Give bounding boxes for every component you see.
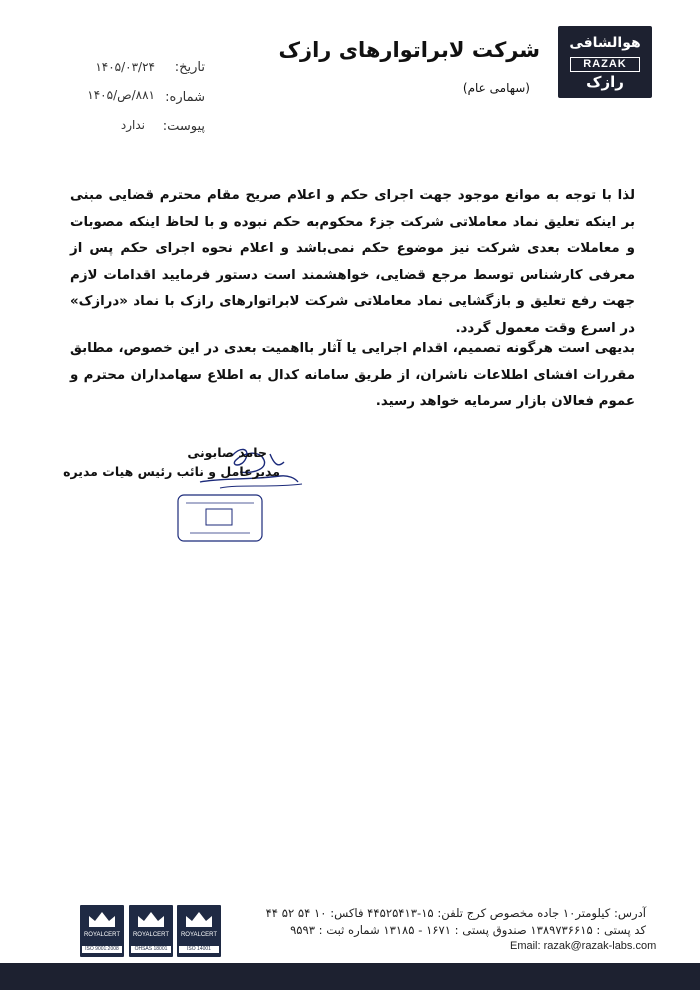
cert-brand: ROYALCERT bbox=[83, 932, 121, 938]
attachment-value: ندارد bbox=[120, 118, 145, 132]
cert-badge-iso14001 bbox=[177, 905, 221, 957]
logo-latin-name: RAZAK bbox=[570, 57, 640, 72]
crown-icon bbox=[183, 909, 215, 931]
cert-brand: ROYALCERT bbox=[132, 932, 170, 938]
crown-icon bbox=[135, 909, 167, 931]
company-stamp bbox=[176, 493, 264, 543]
letter-paragraph-2: بدیهی است هرگونه تصمیم، اقدام اجرایی یا آثار بااهمیت بعدی در این خصوص، مطابق مقررات افشای اطلاعات ناشران، از طریق سامانه کدال به اطلاع سهامداران محترم و عموم فعالان بازار سرمایه خواهد رسید. bbox=[70, 341, 635, 409]
company-logo bbox=[558, 26, 652, 98]
footer-bar bbox=[0, 963, 700, 990]
cert-brand: ROYALCERT bbox=[180, 932, 218, 938]
company-name: شرکت لابراتوارهای رازک bbox=[278, 38, 540, 62]
date-value: ۱۴۰۵/۰۳/۲۴ bbox=[95, 60, 155, 74]
logo-persian-name: رازک bbox=[586, 73, 624, 91]
letter-paragraph-1: لذا با توجه به موانع موجود جهت اجرای حکم و اعلام صریح مقام محترم قضایی مبنی بر اینکه تعلیق نماد معاملاتی شرکت جز۶ محکوم‌به حکم نبوده و با لحاظ اینکه مصوبات و معاملات بعدی شرکت نیز موضوع حکم نمی‌باشد و اعلام نحوه اجرای حکم پس از معرفی کارشناس توسط مرجع قضایی، خواهشمند است دستور فرمایید اقدامات لازم جهت رفع تعلیق و بازگشایی نماد معاملاتی شرکت لابراتوارهای رازک با نماد «درازک» در اسرع وقت معمول گردد. bbox=[70, 188, 635, 336]
cert-badge-iso9001 bbox=[80, 905, 124, 957]
footer-address: آدرس: کیلومتر۱۰ جاده مخصوص کرج تلفن: ۱۵-۴۴۵۲۵۴۱۳ فاکس: ۱۰ ۵۴ ۵۲ ۴۴ bbox=[265, 906, 646, 920]
signer-name: حامد صابونی bbox=[187, 445, 267, 460]
crown-icon bbox=[86, 909, 118, 931]
cert-standard: OHSAS 18001 bbox=[131, 946, 171, 953]
number-label: شماره: bbox=[165, 90, 205, 105]
cert-badge-ohsas bbox=[129, 905, 173, 957]
cert-standard: ISO 9001:2008 bbox=[82, 946, 122, 953]
footer-email[interactable]: Email: razak@razak-labs.com bbox=[510, 940, 657, 952]
attachment-label: پیوست: bbox=[162, 119, 205, 134]
cert-standard: ISO 14001 bbox=[179, 946, 219, 953]
number-value: ۸۸۱/ص/۱۴۰۵ bbox=[87, 88, 155, 102]
company-type: (سهامی عام) bbox=[462, 81, 530, 95]
footer-postal: کد پستی : ۱۳۸۹۷۳۶۶۱۵ صندوق پستی : ۱۶۷۱ - ۱۳۱۸۵ شماره ثبت : ۹۵۹۳ bbox=[290, 923, 646, 937]
signer-title: مدیرعامل و نائب رئیس هیات مدیره bbox=[63, 464, 280, 479]
logo-motto: هوالشافی bbox=[569, 35, 641, 51]
date-label: تاریخ: bbox=[174, 60, 205, 75]
